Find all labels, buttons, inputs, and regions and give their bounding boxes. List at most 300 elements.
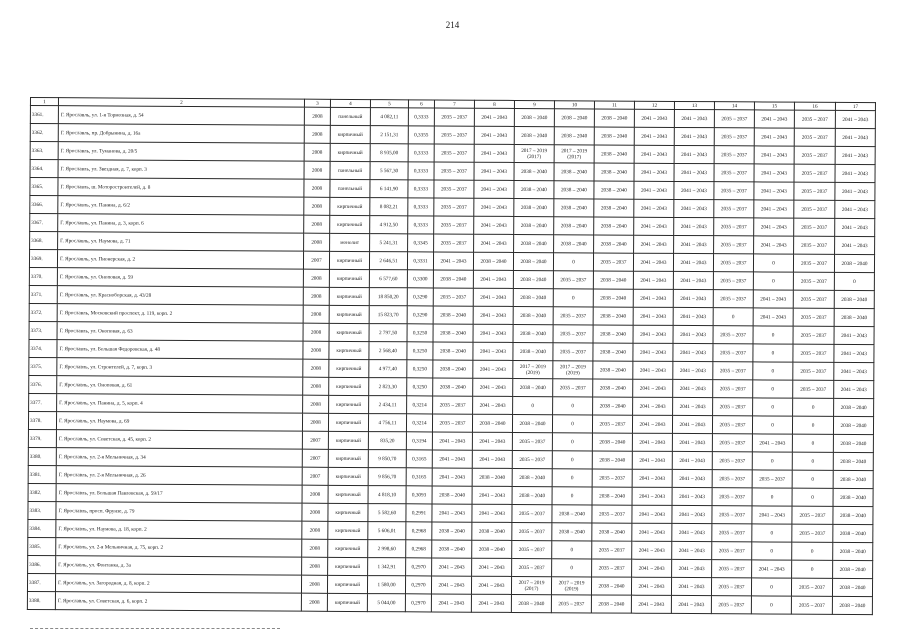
address: Г. Ярославль, ул. 1-я Тормозная, д. 54 (58, 106, 304, 126)
period-col-8: 2041 – 2043 (471, 594, 511, 612)
period-col-12: 2041 – 2043 (632, 541, 672, 559)
row-index: 3380. (28, 447, 56, 465)
period-col-10: 0 (553, 289, 593, 307)
period-col-16: 2035 – 2037 (792, 506, 833, 524)
column-number: 5 (370, 100, 408, 108)
period-col-10: 0 (552, 451, 592, 469)
period-col-8: 2038 – 2040 (472, 468, 512, 486)
period-col-13: 2041 – 2043 (672, 487, 712, 505)
period-col-16: 0 (792, 434, 833, 452)
wall-material: кирпичный (329, 377, 369, 395)
period-col-9: 2038 – 2040 (513, 306, 553, 324)
wall-material: кирпичный (328, 485, 368, 503)
period-col-10: 0 (553, 397, 593, 415)
period-col-16: 2035 – 2037 (794, 146, 835, 164)
period-col-12: 2041 – 2043 (633, 307, 673, 325)
year-built: 2007 (302, 431, 328, 449)
period-col-15: 0 (752, 542, 792, 560)
wear-ratio: 0,3331 (407, 252, 433, 270)
wear-ratio: 0,3290 (407, 288, 433, 306)
period-col-17: 2038 – 2040 (834, 254, 874, 272)
column-number: 8 (474, 100, 514, 108)
period-col-10: 2038 – 2040 (552, 523, 592, 541)
wear-ratio: 0,3214 (406, 414, 432, 432)
period-col-7: 2038 – 2040 (433, 270, 473, 288)
period-col-14: 2035 – 2037 (714, 200, 754, 218)
area: 2 823,30 (369, 378, 407, 396)
period-col-13: 2041 – 2043 (674, 127, 714, 145)
row-index: 3377. (29, 393, 57, 411)
wall-material: кирпичный (328, 449, 368, 467)
wear-ratio: 0,2968 (406, 540, 432, 558)
row-index: 3371. (29, 285, 57, 303)
period-col-15: 2041 – 2043 (754, 146, 794, 164)
period-col-12: 2041 – 2043 (634, 145, 674, 163)
period-col-17: 2041 – 2043 (834, 326, 874, 344)
period-col-10: 2017 – 2019 (2017) (554, 145, 594, 163)
period-col-8: 2041 – 2043 (472, 486, 512, 504)
period-col-12: 2041 – 2043 (634, 217, 674, 235)
column-number: 16 (794, 102, 835, 110)
period-col-15: 0 (751, 596, 791, 614)
wear-ratio: 0,2968 (406, 522, 432, 540)
address: Г. Ярославль, ул. 2-я Мельничная, д. 26 (56, 466, 302, 486)
period-col-8: 2041 – 2043 (473, 360, 513, 378)
address: Г. Ярославль, пр. Добрынина, д. 16а (58, 124, 304, 144)
area: 4 912,50 (370, 216, 408, 234)
period-col-9: 2038 – 2040 (513, 288, 553, 306)
wall-material: кирпичный (328, 467, 368, 485)
period-col-11: 2038 – 2040 (593, 379, 633, 397)
period-col-9: 2038 – 2040 (513, 342, 553, 360)
period-col-8: 2041 – 2043 (473, 324, 513, 342)
period-col-10: 2038 – 2040 (552, 505, 592, 523)
row-index: 3381. (28, 465, 56, 483)
period-col-16: 0 (792, 542, 833, 560)
period-col-11: 2035 – 2037 (592, 559, 632, 577)
period-col-11: 2038 – 2040 (594, 109, 634, 127)
period-col-13: 2041 – 2043 (673, 343, 713, 361)
area: 9 850,70 (368, 450, 406, 468)
year-built: 2008 (302, 503, 328, 521)
wall-material: панельный (330, 107, 370, 125)
year-built: 2008 (303, 341, 329, 359)
period-col-10: 2038 – 2040 (554, 109, 594, 127)
period-col-15: 0 (753, 254, 793, 272)
year-built: 2007 (303, 251, 329, 269)
period-col-16: 2035 – 2037 (793, 272, 834, 290)
period-col-10: 2035 – 2037 (553, 307, 593, 325)
area: 15 823,70 (369, 306, 407, 324)
wall-material: кирпичный (328, 521, 368, 539)
area: 6 577,60 (369, 270, 407, 288)
wall-material: кирпичный (329, 359, 369, 377)
area: 5 582,60 (368, 504, 406, 522)
area: 6 141,90 (370, 180, 408, 198)
period-col-12: 2041 – 2043 (632, 523, 672, 541)
area: 18 850,20 (369, 288, 407, 306)
row-index: 3379. (28, 429, 56, 447)
year-built: 2008 (304, 107, 330, 125)
wall-material: кирпичный (329, 341, 369, 359)
period-col-9: 2035 – 2037 (512, 558, 552, 576)
year-built: 2008 (301, 575, 327, 593)
period-col-17: 2041 – 2043 (835, 182, 875, 200)
period-col-11: 2038 – 2040 (591, 595, 631, 613)
period-col-7: 2041 – 2043 (433, 252, 473, 270)
wear-ratio: 0,2970 (405, 594, 431, 612)
period-col-9: 2038 – 2040 (513, 378, 553, 396)
period-col-9: 2038 – 2040 (514, 216, 554, 234)
period-col-9: 0 (513, 396, 553, 414)
year-built: 2008 (304, 233, 330, 251)
year-built: 2008 (304, 161, 330, 179)
period-col-10: 2035 – 2037 (553, 271, 593, 289)
area: 4 818,10 (368, 486, 406, 504)
period-col-16: 2035 – 2037 (794, 236, 835, 254)
period-col-9: 2035 – 2037 (512, 540, 552, 558)
period-col-10: 0 (553, 253, 593, 271)
period-col-9: 2038 – 2040 (514, 198, 554, 216)
address: Г. Ярославль, ул. Советская, д. 45, корп. 2 (56, 430, 302, 450)
row-index: 3361. (30, 106, 58, 124)
period-col-11: 2038 – 2040 (592, 433, 632, 451)
period-col-7: 2035 – 2037 (433, 396, 473, 414)
period-col-17: 2041 – 2043 (835, 164, 875, 182)
period-col-15: 2041 – 2043 (754, 110, 794, 128)
wear-ratio: 0,2970 (406, 558, 432, 576)
period-col-13: 2041 – 2043 (672, 505, 712, 523)
period-col-12: 2041 – 2043 (634, 199, 674, 217)
period-col-10: 0 (552, 541, 592, 559)
page-number: 214 (445, 20, 460, 30)
address: Г. Ярославль, ул. Туманова, д. 20/5 (58, 142, 304, 162)
period-col-11: 2035 – 2037 (592, 469, 632, 487)
period-col-13: 2041 – 2043 (673, 379, 713, 397)
period-col-15: 2041 – 2043 (752, 434, 792, 452)
period-col-9: 2038 – 2040 (514, 108, 554, 126)
column-number: 9 (514, 100, 554, 108)
period-col-15: 0 (752, 488, 792, 506)
period-col-10: 0 (552, 415, 592, 433)
period-col-17: 2038 – 2040 (833, 452, 873, 470)
wall-material: кирпичный (328, 557, 368, 575)
period-col-13: 2041 – 2043 (672, 559, 712, 577)
period-col-17: 2041 – 2043 (834, 362, 874, 380)
period-col-11: 2038 – 2040 (593, 289, 633, 307)
period-col-7: 2041 – 2043 (431, 576, 471, 594)
period-col-8: 2041 – 2043 (473, 342, 513, 360)
period-col-13: 2041 – 2043 (673, 307, 713, 325)
period-col-17: 2041 – 2043 (835, 110, 875, 128)
period-col-11: 2038 – 2040 (591, 577, 631, 595)
area: 1 580,00 (367, 576, 405, 594)
period-col-8: 2041 – 2043 (472, 432, 512, 450)
row-index: 3368. (30, 232, 58, 250)
period-col-11: 2035 – 2037 (593, 253, 633, 271)
period-col-16: 0 (792, 488, 833, 506)
year-built: 2008 (304, 143, 330, 161)
period-col-12: 2041 – 2043 (631, 577, 671, 595)
period-col-12: 2041 – 2043 (633, 361, 673, 379)
wall-material: кирпичный (327, 575, 367, 593)
period-col-10: 0 (552, 469, 592, 487)
period-col-14: 2035 – 2037 (711, 596, 751, 614)
period-col-16: 2035 – 2037 (794, 164, 835, 182)
wall-material: кирпичный (327, 593, 367, 611)
period-col-8: 2041 – 2043 (474, 126, 514, 144)
address: Г. Ярославль, ул. Загородная, д. 8, корп. 2 (55, 574, 301, 594)
year-built: 2008 (304, 197, 330, 215)
period-col-12: 2041 – 2043 (632, 469, 672, 487)
period-col-11: 2038 – 2040 (594, 145, 634, 163)
period-col-9: 2035 – 2037 (512, 522, 552, 540)
year-built: 2008 (301, 593, 327, 611)
row-index: 3378. (28, 411, 56, 429)
period-col-10: 2035 – 2037 (553, 325, 593, 343)
wear-ratio: 0,3250 (407, 324, 433, 342)
row-index: 3366. (30, 196, 58, 214)
period-col-15: 2041 – 2043 (754, 164, 794, 182)
period-col-14: 2035 – 2037 (714, 128, 754, 146)
wall-material: кирпичный (328, 413, 368, 431)
period-col-7: 2038 – 2040 (433, 360, 473, 378)
year-built: 2008 (304, 125, 330, 143)
wear-ratio: 0,3300 (407, 270, 433, 288)
period-col-16: 0 (792, 560, 833, 578)
period-col-12: 2041 – 2043 (632, 559, 672, 577)
period-col-17: 2038 – 2040 (833, 506, 873, 524)
area: 8 082,21 (370, 198, 408, 216)
area: 2 797,50 (369, 324, 407, 342)
period-col-9: 2038 – 2040 (512, 414, 552, 432)
period-col-14: 2035 – 2037 (712, 506, 752, 524)
period-col-12: 2041 – 2043 (631, 595, 671, 613)
period-col-10: 2038 – 2040 (554, 235, 594, 253)
period-col-10: 2035 – 2037 (551, 595, 591, 613)
row-index: 3388. (27, 591, 55, 609)
period-col-8: 2041 – 2043 (472, 504, 512, 522)
period-col-8: 2041 – 2043 (474, 234, 514, 252)
period-col-17: 2041 – 2043 (834, 380, 874, 398)
wall-material: монолит (330, 233, 370, 251)
footer-divider (30, 628, 280, 629)
area: 2 646,51 (369, 252, 407, 270)
wall-material: кирпичный (330, 197, 370, 215)
column-number: 12 (634, 101, 674, 109)
period-col-14: 2035 – 2037 (714, 164, 754, 182)
period-col-7: 2035 – 2037 (434, 180, 474, 198)
period-col-13: 2041 – 2043 (672, 451, 712, 469)
period-col-14: 2035 – 2037 (713, 398, 753, 416)
period-col-13: 2041 – 2043 (674, 145, 714, 163)
period-col-7: 2038 – 2040 (432, 540, 472, 558)
period-col-17: 2041 – 2043 (834, 344, 874, 362)
wear-ratio: 0,3250 (407, 378, 433, 396)
period-col-14: 2035 – 2037 (714, 182, 754, 200)
wall-material: кирпичный (328, 431, 368, 449)
period-col-15: 0 (753, 380, 793, 398)
period-col-15: 0 (753, 362, 793, 380)
address: Г. Ярославль, ул. Красноборская, д. 43/28 (57, 286, 303, 306)
column-number: 10 (554, 101, 594, 109)
period-col-15: 0 (753, 326, 793, 344)
period-col-10: 2035 – 2037 (553, 343, 593, 361)
area: 5 567,30 (370, 162, 408, 180)
address: Г. Ярославль, ул. 2-я Мельничная, д. 34 (56, 448, 302, 468)
period-col-13: 2041 – 2043 (671, 595, 711, 613)
period-col-11: 2035 – 2037 (592, 505, 632, 523)
period-col-17: 2038 – 2040 (832, 596, 872, 614)
period-col-12: 2041 – 2043 (634, 181, 674, 199)
column-number: 11 (594, 101, 634, 109)
wear-ratio: 0,3333 (408, 198, 434, 216)
row-index: 3384. (28, 519, 56, 537)
area: 4 756,11 (368, 414, 406, 432)
period-col-11: 2038 – 2040 (594, 217, 634, 235)
area: 4 082,11 (370, 108, 408, 126)
wall-material: кирпичный (329, 305, 369, 323)
period-col-13: 2041 – 2043 (671, 577, 711, 595)
period-col-16: 2035 – 2037 (794, 110, 835, 128)
column-number: 2 (58, 98, 304, 108)
period-col-17: 2038 – 2040 (834, 290, 874, 308)
period-col-16: 0 (792, 416, 833, 434)
period-col-11: 2038 – 2040 (593, 325, 633, 343)
period-col-7: 2041 – 2043 (432, 432, 472, 450)
period-col-14: 2035 – 2037 (713, 290, 753, 308)
period-col-11: 2038 – 2040 (593, 397, 633, 415)
period-col-15: 0 (752, 416, 792, 434)
period-col-7: 2035 – 2037 (434, 126, 474, 144)
period-col-16: 2035 – 2037 (791, 596, 832, 614)
period-col-9: 2038 – 2040 (514, 162, 554, 180)
period-col-11: 2038 – 2040 (594, 199, 634, 217)
period-col-16: 0 (792, 452, 833, 470)
period-col-14: 2035 – 2037 (712, 452, 752, 470)
year-built: 2008 (302, 557, 328, 575)
period-col-14: 2035 – 2037 (714, 110, 754, 128)
wear-ratio: 0,2970 (405, 576, 431, 594)
year-built: 2007 (302, 449, 328, 467)
wall-material: кирпичный (330, 125, 370, 143)
period-col-11: 2038 – 2040 (592, 451, 632, 469)
period-col-14: 2035 – 2037 (714, 146, 754, 164)
period-col-12: 2041 – 2043 (632, 487, 672, 505)
period-col-17: 2041 – 2043 (835, 236, 875, 254)
period-col-8: 2041 – 2043 (474, 216, 514, 234)
period-col-10: 2038 – 2040 (554, 199, 594, 217)
period-col-17: 2038 – 2040 (833, 488, 873, 506)
period-col-13: 2041 – 2043 (673, 271, 713, 289)
period-col-12: 2041 – 2043 (633, 343, 673, 361)
period-col-16: 2035 – 2037 (794, 200, 835, 218)
row-index: 3387. (27, 573, 55, 591)
period-col-9: 2038 – 2040 (513, 270, 553, 288)
wear-ratio: 0,3333 (408, 216, 434, 234)
area: 4 977,40 (369, 360, 407, 378)
area: 8 935,00 (370, 144, 408, 162)
period-col-16: 2035 – 2037 (793, 380, 834, 398)
period-col-7: 2041 – 2043 (432, 504, 472, 522)
period-col-15: 2041 – 2043 (752, 506, 792, 524)
period-col-8: 2041 – 2043 (473, 306, 513, 324)
row-index: 3365. (30, 178, 58, 196)
period-col-14: 0 (713, 308, 753, 326)
period-col-16: 2035 – 2037 (793, 326, 834, 344)
period-col-7: 2035 – 2037 (434, 108, 474, 126)
period-col-9: 2017 – 2019 (2019) (513, 360, 553, 378)
wear-ratio: 0,3355 (408, 126, 434, 144)
period-col-12: 2041 – 2043 (632, 415, 672, 433)
wall-material: кирпичный (329, 251, 369, 269)
period-col-9: 2017 – 2019 (2017) (514, 144, 554, 162)
period-col-8: 2041 – 2043 (474, 162, 514, 180)
period-col-15: 0 (752, 452, 792, 470)
period-col-15: 2035 – 2037 (752, 470, 792, 488)
period-col-7: 2035 – 2037 (433, 288, 473, 306)
period-col-13: 2041 – 2043 (673, 361, 713, 379)
period-col-17: 2038 – 2040 (833, 542, 873, 560)
area: 1 342,91 (368, 558, 406, 576)
row-index: 3369. (29, 250, 57, 268)
row-index: 3374. (29, 339, 57, 357)
period-col-8: 2041 – 2043 (471, 576, 511, 594)
period-col-8: 2041 – 2043 (473, 270, 513, 288)
area: 5 241,31 (370, 234, 408, 252)
period-col-11: 2038 – 2040 (593, 307, 633, 325)
period-col-15: 2041 – 2043 (754, 218, 794, 236)
area: 2 151,31 (370, 126, 408, 144)
period-col-14: 2035 – 2037 (714, 236, 754, 254)
year-built: 2008 (303, 359, 329, 377)
period-col-14: 2035 – 2037 (713, 362, 753, 380)
period-col-8: 2041 – 2043 (473, 396, 513, 414)
address: Г. Ярославль, ул. Пионерская, д. 2 (57, 250, 303, 270)
address: Г. Ярославль, ул. Панина, д. 3, корп. 6 (58, 214, 304, 234)
period-col-10: 2017 – 2019 (2019) (553, 361, 593, 379)
column-number: 7 (434, 100, 474, 108)
address: Г. Ярославль, ул. Панина, д. 6/2 (58, 196, 304, 216)
period-col-8: 2041 – 2043 (472, 450, 512, 468)
year-built: 2008 (302, 485, 328, 503)
period-col-13: 2041 – 2043 (672, 469, 712, 487)
year-built: 2008 (303, 269, 329, 287)
period-col-14: 2035 – 2037 (712, 524, 752, 542)
wear-ratio: 0,3333 (408, 108, 434, 126)
period-col-14: 2035 – 2037 (711, 578, 751, 596)
period-col-13: 2041 – 2043 (673, 253, 713, 271)
period-col-12: 2041 – 2043 (633, 325, 673, 343)
period-col-7: 2038 – 2040 (432, 522, 472, 540)
row-index: 3364. (30, 160, 58, 178)
period-col-17: 2041 – 2043 (835, 218, 875, 236)
wall-material: кирпичный (328, 503, 368, 521)
wall-material: кирпичный (329, 287, 369, 305)
period-col-17: 2038 – 2040 (833, 470, 873, 488)
period-col-11: 2035 – 2037 (592, 415, 632, 433)
period-col-10: 0 (552, 559, 592, 577)
period-col-7: 2038 – 2040 (433, 306, 473, 324)
period-col-16: 2035 – 2037 (793, 362, 834, 380)
wear-ratio: 0,3333 (408, 144, 434, 162)
address: Г. Ярославль, ул. Фонтанка, д. 3а (56, 556, 302, 576)
period-col-7: 2035 – 2037 (434, 234, 474, 252)
period-col-17: 2041 – 2043 (835, 128, 875, 146)
period-col-17: 2038 – 2040 (834, 308, 874, 326)
column-number: 14 (714, 102, 754, 110)
period-col-14: 2035 – 2037 (713, 344, 753, 362)
